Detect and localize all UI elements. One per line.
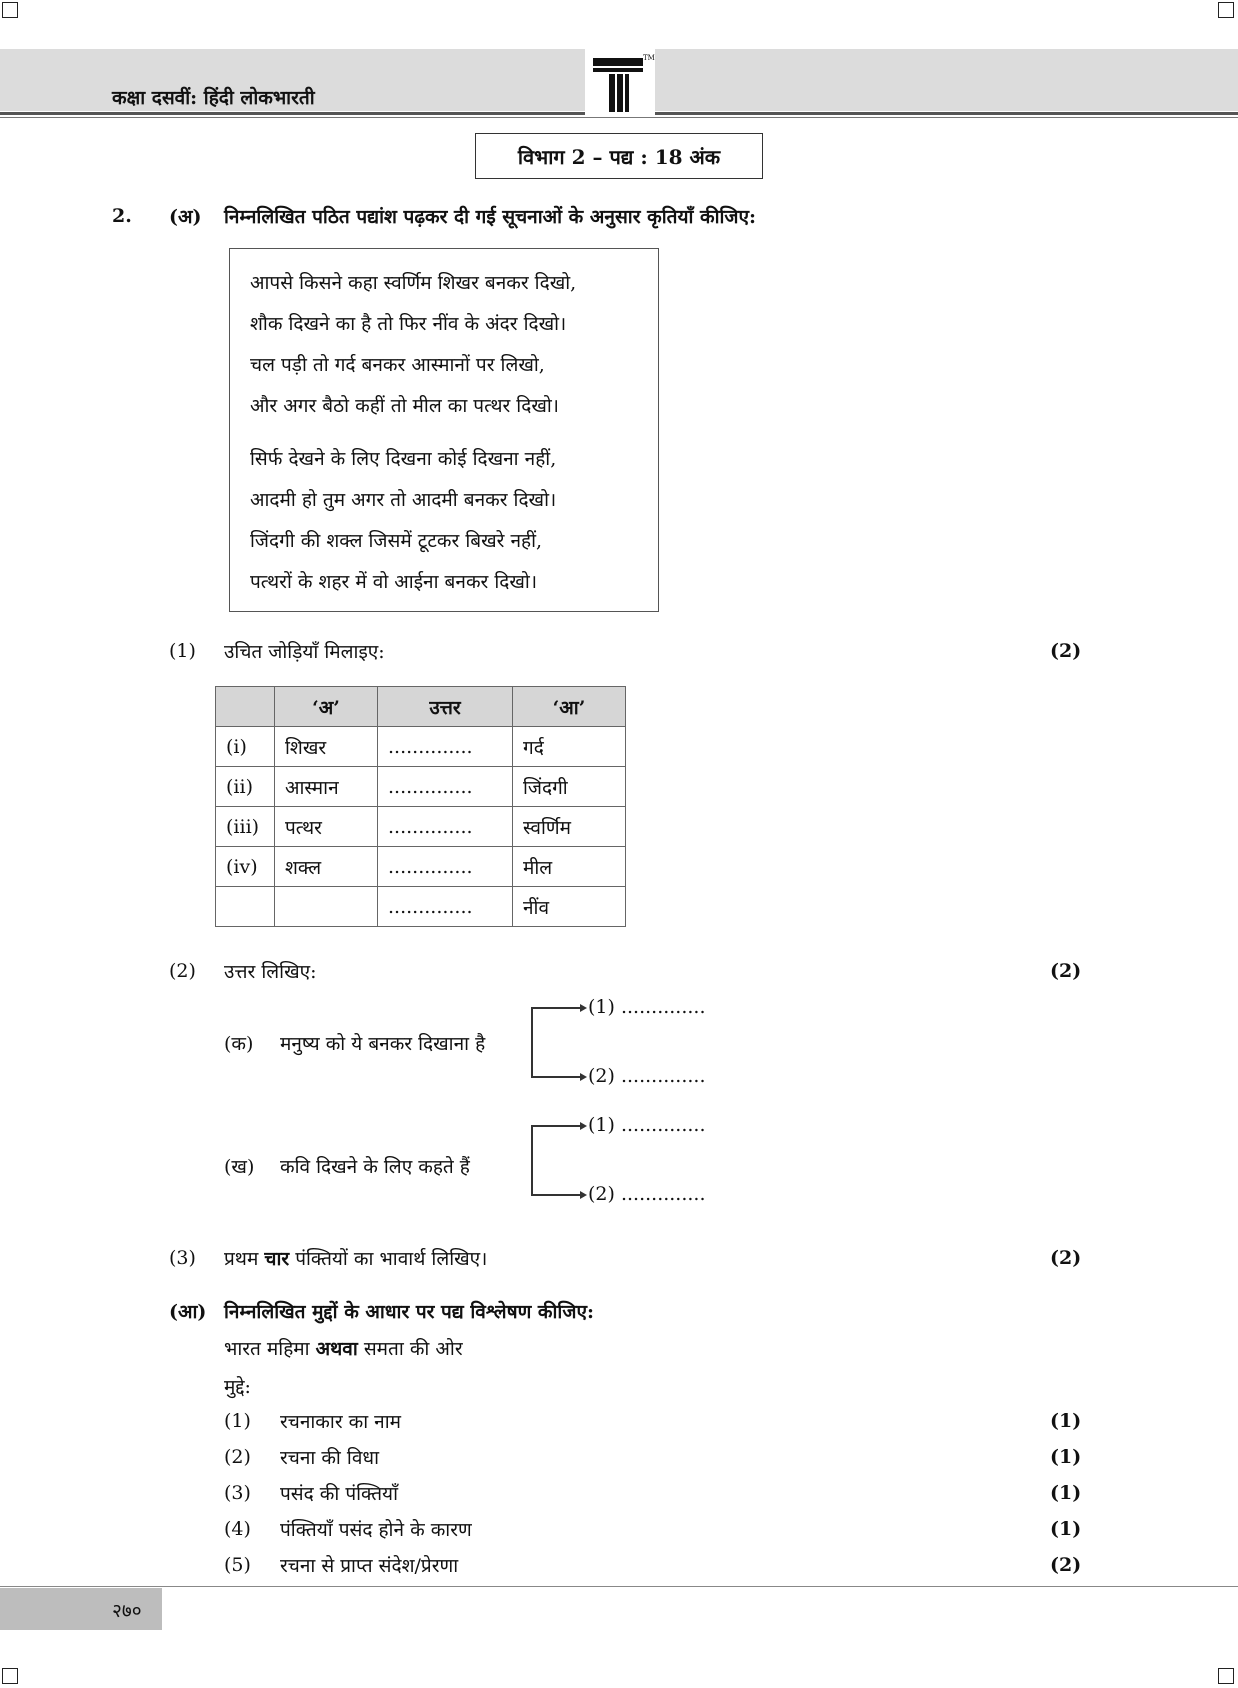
crop-mark-top-left xyxy=(2,2,18,18)
poem-line: आपसे किसने कहा स्वर्णिम शिखर बनकर दिखो, xyxy=(250,272,577,294)
sub3-text xyxy=(224,1245,487,1271)
table-cell: .............. xyxy=(378,727,513,767)
point-marks: (1) xyxy=(1050,1482,1082,1504)
page-number: २७० xyxy=(112,1600,142,1622)
points-label: मुद्दे: xyxy=(224,1376,251,1398)
sub2-kh-label: (ख) xyxy=(224,1156,255,1178)
table-row xyxy=(216,847,626,887)
table-cell: .............. xyxy=(378,847,513,887)
point-marks: (1) xyxy=(1050,1446,1082,1468)
table-cell: (ii) xyxy=(216,767,275,807)
matching-table xyxy=(215,686,626,927)
table-cell: नींव xyxy=(513,887,626,927)
sub2-text: उत्तर लिखिए: xyxy=(224,961,317,983)
bracket-line xyxy=(531,1076,581,1078)
arrow-right-icon xyxy=(580,1004,587,1012)
point-marks: (2) xyxy=(1050,1554,1082,1576)
sub2-k-answer-2: (2) .............. xyxy=(588,1065,706,1087)
table-cell: जिंदगी xyxy=(513,767,626,807)
table-cell: .............. xyxy=(378,807,513,847)
sub2-kh-answer-2: (2) .............. xyxy=(588,1183,706,1205)
choice-bold: अथवा xyxy=(315,1338,358,1360)
part-a-label: (अ) xyxy=(169,206,202,228)
point-text: रचना से प्राप्त संदेश/प्रेरणा xyxy=(280,1555,459,1577)
table-cell: (iv) xyxy=(216,847,275,887)
table-cell: शिखर xyxy=(275,727,378,767)
table-cell: मील xyxy=(513,847,626,887)
point-number: (4) xyxy=(224,1518,251,1540)
table-cell: .............. xyxy=(378,887,513,927)
point-text: पसंद की पंक्तियाँ xyxy=(280,1483,398,1505)
part-b-choice xyxy=(224,1335,463,1361)
point-number: (1) xyxy=(224,1410,251,1432)
part-a-instruction: निम्नलिखित पठित पद्यांश पढ़कर दी गई सूचनाओं के अनुसार कृतियाँ कीजिए: xyxy=(224,206,757,228)
sub1-marks: (2) xyxy=(1050,640,1082,662)
bracket-line xyxy=(531,1007,581,1009)
table-cell xyxy=(275,887,378,927)
table-header: ‘आ’ xyxy=(513,687,626,727)
poem-line: पत्थरों के शहर में वो आईना बनकर दिखो। xyxy=(250,571,538,593)
table-cell: पत्थर xyxy=(275,807,378,847)
poem-line: और अगर बैठो कहीं तो मील का पत्थर दिखो। xyxy=(250,395,559,417)
point-marks: (1) xyxy=(1050,1410,1082,1432)
choice-post: समता की ओर xyxy=(363,1338,463,1360)
header-title: कक्षा दसवीं: हिंदी लोकभारती xyxy=(112,87,315,109)
bracket-line xyxy=(531,1125,581,1127)
poem-line: आदमी हो तुम अगर तो आदमी बनकर दिखो। xyxy=(250,489,557,511)
section-title: विभाग 2 – पद्य : 18 अंक xyxy=(475,133,763,179)
table-cell: शक्ल xyxy=(275,847,378,887)
point-number: (2) xyxy=(224,1446,251,1468)
trademark-mark: TM xyxy=(643,54,655,62)
bracket-line xyxy=(531,1007,533,1077)
arrow-right-icon xyxy=(580,1122,587,1130)
poem-line: जिंदगी की शक्ल जिसमें टूटकर बिखरे नहीं, xyxy=(250,530,543,552)
sub2-kh-answer-1: (1) .............. xyxy=(588,1114,706,1136)
poem-box xyxy=(229,248,659,612)
footer-rule xyxy=(0,1586,1238,1587)
sub3-text-pre: प्रथम xyxy=(224,1248,259,1270)
table-cell: .............. xyxy=(378,767,513,807)
table-row xyxy=(216,807,626,847)
choice-pre: भारत महिमा xyxy=(224,1338,310,1360)
header-rule-thin xyxy=(0,117,1238,118)
bracket-line xyxy=(531,1194,581,1196)
table-row xyxy=(216,727,626,767)
point-number: (3) xyxy=(224,1482,251,1504)
bracket-line xyxy=(531,1125,533,1195)
sub2-marks: (2) xyxy=(1050,960,1082,982)
sub1-number: (1) xyxy=(169,640,196,662)
table-row xyxy=(216,887,626,927)
crop-mark-bottom-left xyxy=(2,1668,18,1684)
table-cell: (i) xyxy=(216,727,275,767)
sub2-k-text: मनुष्य को ये बनकर दिखाना है xyxy=(280,1033,486,1055)
poem-line: चल पड़ी तो गर्द बनकर आस्मानों पर लिखो, xyxy=(250,354,545,376)
part-b-instruction: निम्नलिखित मुद्दों के आधार पर पद्य विश्लेषण कीजिए: xyxy=(224,1301,594,1323)
table-cell xyxy=(216,887,275,927)
table-cell: गर्द xyxy=(513,727,626,767)
table-header-row xyxy=(216,687,626,727)
publisher-logo xyxy=(585,46,655,116)
table-header: ‘अ’ xyxy=(275,687,378,727)
point-text: रचना की विधा xyxy=(280,1447,379,1469)
sub2-kh-text: कवि दिखने के लिए कहते हैं xyxy=(280,1156,470,1178)
sub3-number: (3) xyxy=(169,1247,196,1269)
sub2-k-label: (क) xyxy=(224,1033,254,1055)
table-cell: (iii) xyxy=(216,807,275,847)
arrow-right-icon xyxy=(580,1073,587,1081)
sub2-k-answer-1: (1) .............. xyxy=(588,996,706,1018)
table-header xyxy=(216,687,275,727)
table-row xyxy=(216,767,626,807)
sub2-number: (2) xyxy=(169,960,196,982)
table-cell: आस्मान xyxy=(275,767,378,807)
part-b-label: (आ) xyxy=(169,1301,207,1323)
sub3-text-post: पंक्तियों का भावार्थ लिखिए। xyxy=(295,1248,488,1270)
point-text: रचनाकार का नाम xyxy=(280,1411,402,1433)
sub1-text: उचित जोड़ियाँ मिलाइए: xyxy=(224,641,385,663)
point-marks: (1) xyxy=(1050,1518,1082,1540)
question-number: 2. xyxy=(112,205,132,227)
arrow-right-icon xyxy=(580,1191,587,1199)
poem-line: शौक दिखने का है तो फिर नींव के अंदर दिखो। xyxy=(250,313,567,335)
table-header: उत्तर xyxy=(378,687,513,727)
point-number: (5) xyxy=(224,1554,251,1576)
poem-line: सिर्फ देखने के लिए दिखना कोई दिखना नहीं, xyxy=(250,448,557,470)
table-cell: स्वर्णिम xyxy=(513,807,626,847)
crop-mark-top-right xyxy=(1218,2,1234,18)
sub3-text-bold: चार xyxy=(264,1248,290,1270)
crop-mark-bottom-right xyxy=(1218,1668,1234,1684)
sub3-marks: (2) xyxy=(1050,1247,1082,1269)
point-text: पंक्तियाँ पसंद होने के कारण xyxy=(280,1519,472,1541)
